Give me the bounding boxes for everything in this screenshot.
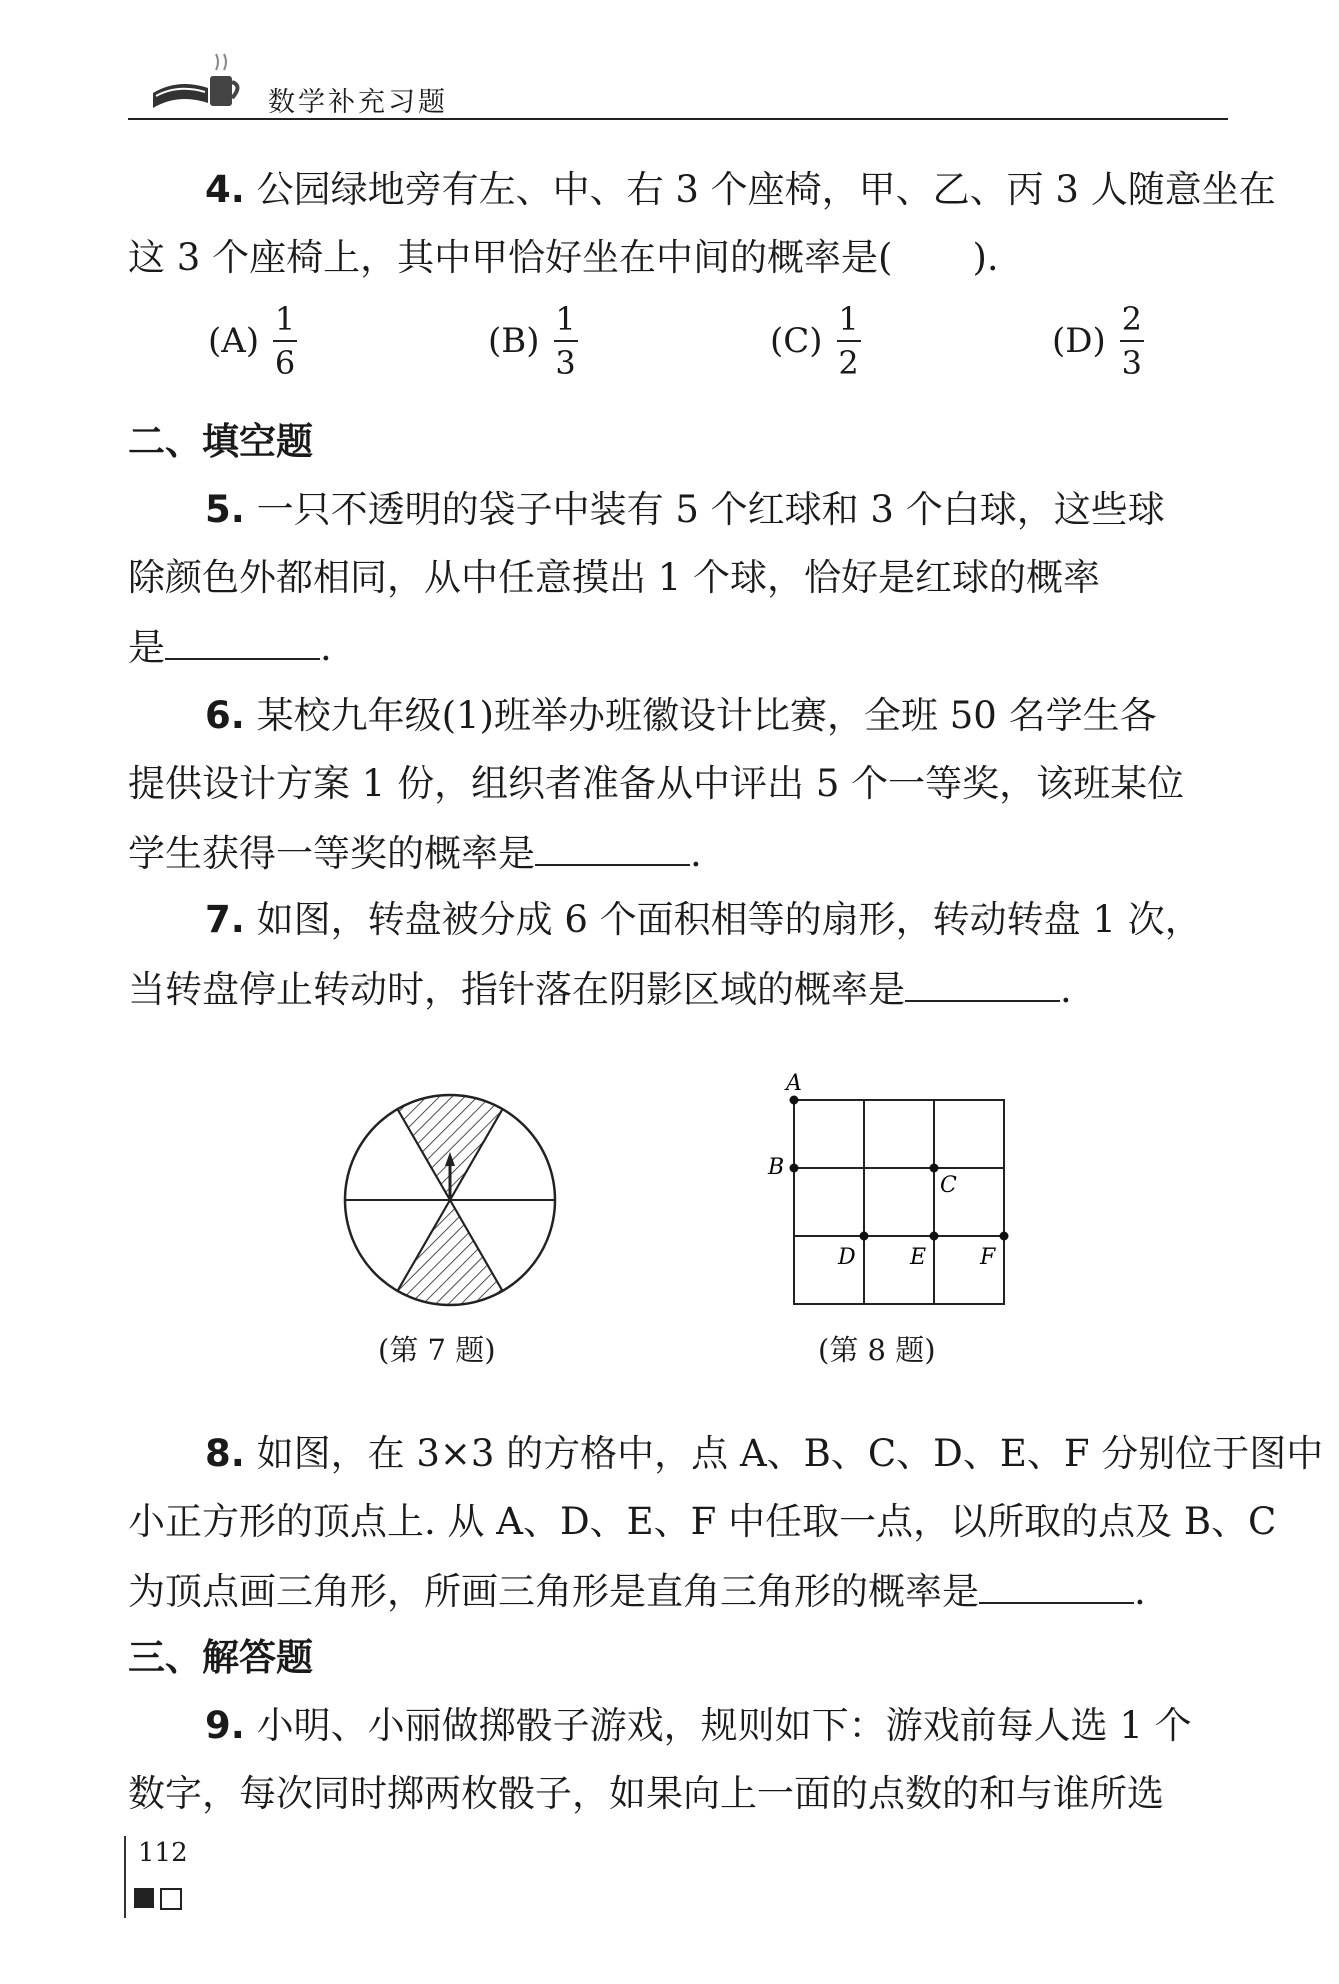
point-f bbox=[1000, 1232, 1009, 1241]
q6-line2: 提供设计方案 1 份，组织者准备从中评出 5 个一等奖，该班某位 bbox=[128, 762, 1185, 805]
choice-label: (B) bbox=[488, 321, 540, 361]
q6-text-3b: . bbox=[690, 832, 702, 875]
q7-line1 bbox=[205, 898, 1202, 942]
answer-blank[interactable] bbox=[905, 966, 1060, 1002]
q8-text-3b: . bbox=[1134, 1570, 1146, 1613]
point-e bbox=[930, 1232, 939, 1241]
q5-text-1: 一只不透明的袋子中装有 5 个红球和 3 个白球，这些球 bbox=[256, 488, 1165, 531]
fraction-numerator: 1 bbox=[838, 300, 859, 338]
book-and-cup-icon bbox=[148, 48, 248, 118]
choice-label: (C) bbox=[770, 321, 823, 361]
point-d bbox=[860, 1232, 869, 1241]
fraction-numerator: 2 bbox=[1121, 300, 1142, 338]
label-c: C bbox=[940, 1173, 957, 1198]
q7-line2 bbox=[128, 966, 1072, 1012]
q5-line3 bbox=[128, 624, 332, 670]
q8-line1 bbox=[205, 1432, 1323, 1476]
shaded-sector-bottom bbox=[398, 1200, 503, 1305]
q5-text-3a: 是 bbox=[128, 626, 165, 669]
label-d: D bbox=[838, 1245, 856, 1270]
grid-figure bbox=[760, 1068, 1020, 1318]
choice-fraction bbox=[837, 300, 861, 382]
fraction-denominator: 3 bbox=[555, 344, 576, 382]
point-c bbox=[930, 1164, 939, 1173]
fraction-denominator: 6 bbox=[274, 344, 296, 382]
choice-fraction bbox=[554, 300, 578, 382]
answer-blank[interactable] bbox=[165, 624, 320, 660]
empty-square-icon bbox=[160, 1888, 182, 1910]
q5-number: 5. bbox=[205, 488, 245, 531]
q4-choice-a bbox=[208, 300, 297, 382]
q8-text-3a: 为顶点画三角形，所画三角形是直角三角形的概率是 bbox=[128, 1570, 979, 1613]
point-b bbox=[790, 1164, 799, 1173]
fraction-denominator: 2 bbox=[838, 344, 859, 382]
label-f: F bbox=[980, 1245, 996, 1270]
q8-number: 8. bbox=[205, 1432, 245, 1475]
fraction-numerator: 1 bbox=[274, 300, 296, 338]
q5-line2: 除颜色外都相同，从中任意摸出 1 个球，恰好是红球的概率 bbox=[128, 556, 1101, 599]
q4-choice-b bbox=[488, 300, 578, 382]
header-title: 数学补充习题 bbox=[268, 87, 448, 118]
q4-number: 4. bbox=[205, 168, 245, 211]
q4-text-1: 公园绿地旁有左、中、右 3 个座椅，甲、乙、丙 3 人随意坐在 bbox=[256, 168, 1276, 211]
q8-line2: 小正方形的顶点上. 从 A、D、E、F 中任取一点，以所取的点及 B、C bbox=[128, 1500, 1277, 1543]
q6-line1 bbox=[205, 694, 1157, 738]
q6-line3 bbox=[128, 830, 702, 876]
label-b: B bbox=[768, 1155, 785, 1180]
q5-text-3b: . bbox=[320, 626, 332, 669]
q7-number: 7. bbox=[205, 898, 245, 941]
section-heading-fill-in: 二、填空题 bbox=[128, 420, 313, 463]
q7-text-2a: 当转盘停止转动时，指针落在阴影区域的概率是 bbox=[128, 968, 905, 1011]
page-number: 112 bbox=[138, 1838, 188, 1868]
q4-text-2b: ). bbox=[972, 236, 999, 279]
choice-fraction bbox=[1120, 300, 1144, 382]
header-rule bbox=[128, 118, 1228, 120]
section-heading-solve: 三、解答题 bbox=[128, 1636, 313, 1679]
figure7-caption: (第 7 题) bbox=[378, 1333, 496, 1367]
q7-text-2b: . bbox=[1060, 968, 1072, 1011]
spinner-figure bbox=[340, 1090, 560, 1310]
grid-lines bbox=[794, 1100, 1004, 1304]
q4-line2 bbox=[128, 236, 999, 280]
choice-fraction bbox=[273, 300, 297, 382]
q7-text-1: 如图，转盘被分成 6 个面积相等的扇形，转动转盘 1 次， bbox=[256, 898, 1202, 941]
answer-blank[interactable] bbox=[979, 1568, 1134, 1604]
q8-line3 bbox=[128, 1568, 1146, 1614]
q4-choice-d bbox=[1052, 300, 1144, 382]
fraction-numerator: 1 bbox=[555, 300, 576, 338]
q9-text-1: 小明、小丽做掷骰子游戏，规则如下：游戏前每人选 1 个 bbox=[256, 1704, 1192, 1747]
label-e: E bbox=[910, 1245, 927, 1270]
q6-number: 6. bbox=[205, 694, 245, 737]
q8-text-1: 如图，在 3×3 的方格中，点 A、B、C、D、E、F 分别位于图中 bbox=[256, 1432, 1324, 1475]
q5-line1 bbox=[205, 488, 1165, 532]
point-a bbox=[790, 1096, 799, 1105]
footer-rule bbox=[124, 1836, 126, 1918]
q4-text-2a: 这 3 个座椅上，其中甲恰好坐在中间的概率是( bbox=[128, 236, 893, 279]
q9-line2: 数字，每次同时掷两枚骰子，如果向上一面的点数的和与谁所选 bbox=[128, 1772, 1164, 1815]
q9-number: 9. bbox=[205, 1704, 245, 1747]
q9-line1 bbox=[205, 1704, 1192, 1748]
page-header bbox=[128, 28, 1228, 120]
fraction-denominator: 3 bbox=[1121, 344, 1142, 382]
choice-label: (D) bbox=[1052, 321, 1106, 361]
q6-text-1: 某校九年级(1)班举办班徽设计比赛，全班 50 名学生各 bbox=[256, 694, 1157, 737]
label-a: A bbox=[786, 1071, 802, 1096]
q6-text-3a: 学生获得一等奖的概率是 bbox=[128, 832, 535, 875]
figure8-caption: (第 8 题) bbox=[818, 1333, 936, 1367]
answer-blank[interactable] bbox=[535, 830, 690, 866]
choice-label: (A) bbox=[208, 321, 260, 361]
q4-choice-c bbox=[770, 300, 861, 382]
q4-line1 bbox=[205, 168, 1276, 212]
filled-square-icon bbox=[134, 1888, 154, 1908]
